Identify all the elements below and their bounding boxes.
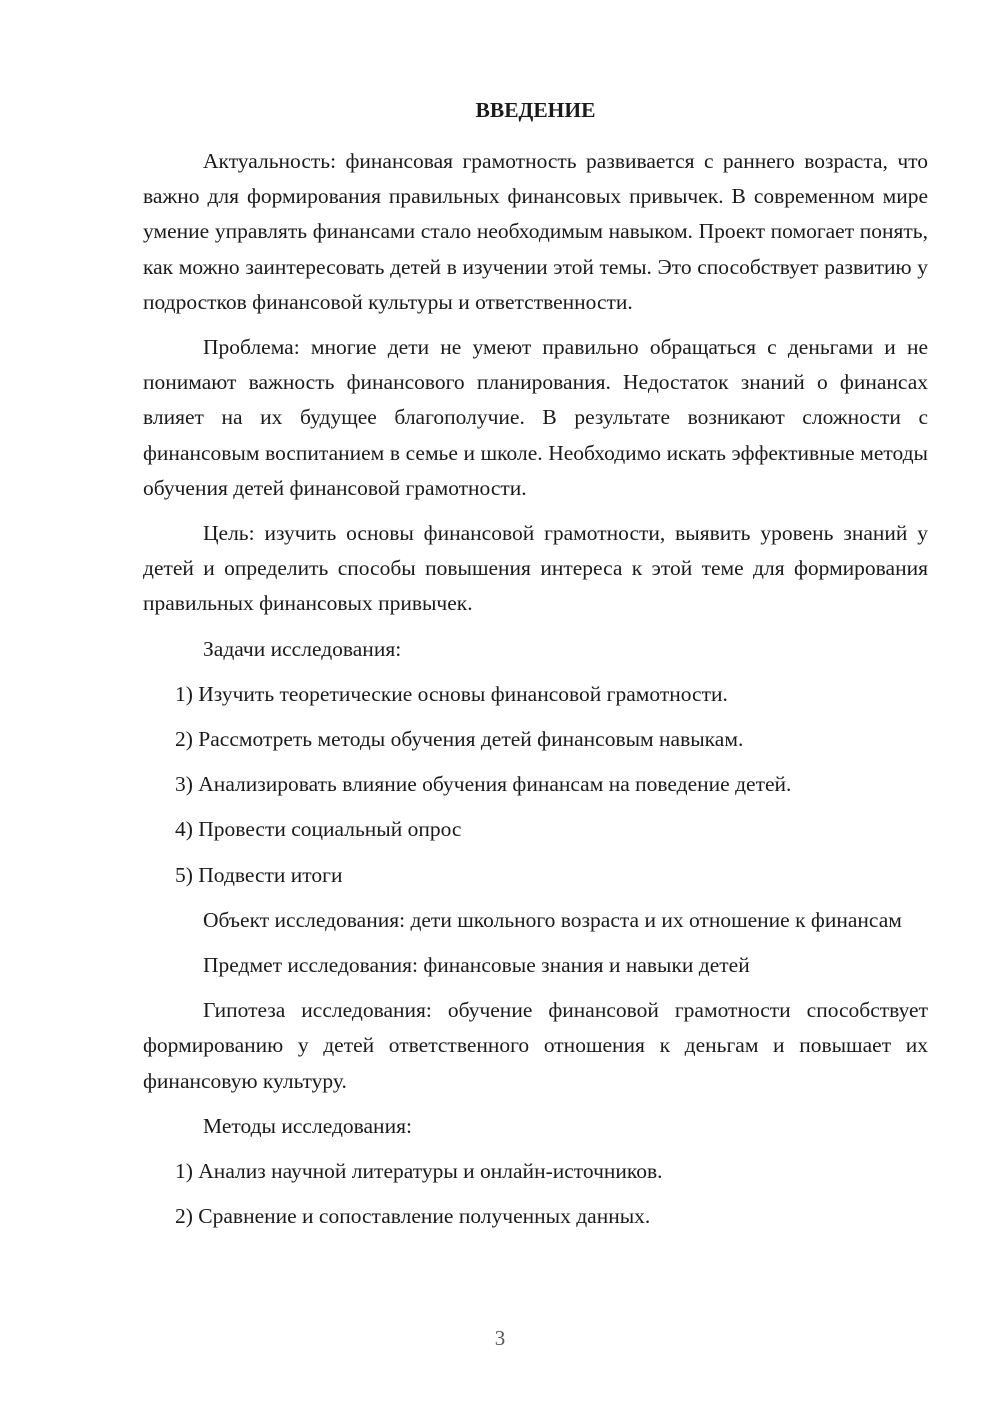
list-item: 1) Изучить теоретические основы финансовой грамотности.: [175, 681, 728, 706]
paragraph-problem: Проблема: многие дети не умеют правильно обращаться с деньгами и не понимают важность финансового планирования. Недостаток знаний о финансах влияет на их будущее благополучие. В результате возникают сложности с финансовым воспитанием в семье и школе. Необходимо искать эффективные методы обучения детей финансовой грамотности.: [143, 335, 928, 500]
list-item: 1) Анализ научной литературы и онлайн-источников.: [175, 1159, 663, 1184]
methods-list: [143, 1154, 928, 1234]
page-number: 3: [494, 1326, 506, 1350]
document-page: [143, 92, 928, 1244]
paragraph-object: Объект исследования: дети школьного возраста и их отношение к финансам: [203, 907, 902, 932]
tasks-heading: Задачи исследования:: [203, 636, 402, 661]
list-item: 2) Рассмотреть методы обучения детей финансовым навыкам.: [175, 727, 744, 752]
section-title: ВВЕДЕНИЕ: [475, 98, 596, 122]
paragraph-hypothesis: Гипотеза исследования: обучение финансовой грамотности способствует формированию у детей ответственного отношения к деньгам и повышает их финансовую культуру.: [143, 998, 928, 1093]
list-item: 5) Подвести итоги: [175, 862, 343, 887]
list-item: 2) Сравнение и сопоставление полученных данных.: [175, 1204, 651, 1229]
paragraph-subject: Предмет исследования: финансовые знания и навыки детей: [203, 953, 750, 978]
tasks-list: [143, 677, 928, 893]
paragraph-goal: Цель: изучить основы финансовой грамотности, выявить уровень знаний у детей и определить способы повышения интереса к этой теме для формирования правильных финансовых привычек.: [143, 521, 928, 616]
list-item: 4) Провести социальный опрос: [175, 817, 462, 842]
paragraph-relevance: Актуальность: финансовая грамотность развивается с раннего возраста, что важно для формирования правильных финансовых привычек. В современном мире умение управлять финансами стало необходимым навыком. Проект помогает понять, как можно заинтересовать детей в изучении этой темы. Это способствует развитию у подростков финансовой культуры и ответственности.: [143, 149, 928, 314]
list-item: 3) Анализировать влияние обучения финансам на поведение детей.: [175, 772, 792, 797]
methods-heading: Методы исследования:: [203, 1113, 412, 1138]
